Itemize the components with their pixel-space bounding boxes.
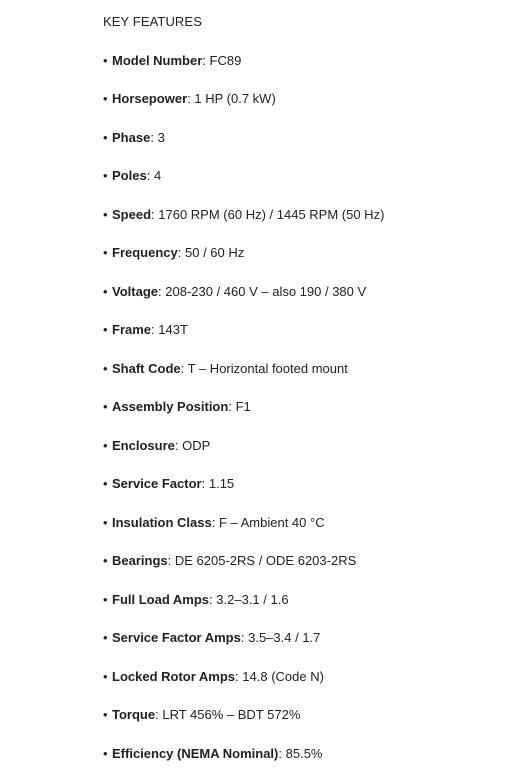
- feature-value: DE 6205-2RS / ODE 6203-2RS: [174, 553, 357, 568]
- feature-value: 3.5–3.4 / 1.7: [248, 630, 321, 645]
- bullet-icon: •: [103, 630, 108, 645]
- feature-value: 4: [153, 168, 162, 183]
- feature-separator: :: [167, 553, 172, 568]
- feature-label: Bearings: [112, 553, 168, 568]
- bullet-icon: •: [103, 399, 108, 414]
- feature-item: [103, 628, 503, 648]
- feature-item: [103, 51, 503, 71]
- feature-item: [103, 320, 503, 340]
- feature-value: ODP: [182, 437, 211, 453]
- feature-item: [103, 166, 503, 186]
- feature-label: Service Factor: [112, 476, 202, 491]
- feature-value: F – Ambient 40 °C: [218, 514, 325, 530]
- feature-label: Torque: [112, 707, 156, 722]
- feature-separator: :: [155, 707, 159, 722]
- section-heading: KEY FEATURES: [103, 14, 202, 29]
- feature-value: 14.8 (Code N): [242, 668, 324, 684]
- feature-label: Efficiency (NEMA Nominal): [112, 745, 279, 761]
- feature-item: [103, 89, 503, 109]
- feature-item: [103, 205, 503, 225]
- bullet-icon: •: [103, 245, 108, 260]
- feature-label: Shaft Code: [112, 360, 181, 376]
- feature-label: Assembly Position: [112, 399, 229, 414]
- feature-separator: :: [240, 630, 245, 645]
- feature-item: [103, 397, 503, 417]
- feature-value: LRT 456% – BDT 572%: [162, 707, 301, 722]
- feature-value: 50 / 60 Hz: [185, 245, 245, 260]
- feature-separator: :: [202, 52, 206, 68]
- feature-label: Full Load Amps: [112, 591, 210, 607]
- feature-separator: :: [180, 360, 185, 376]
- bullet-icon: •: [103, 360, 108, 376]
- feature-separator: :: [278, 745, 282, 761]
- feature-value: F1: [235, 399, 251, 414]
- feature-value: 85.5%: [285, 745, 323, 761]
- feature-separator: :: [209, 591, 213, 607]
- feature-separator: :: [228, 399, 232, 414]
- feature-label: Speed: [112, 206, 152, 222]
- feature-item: [103, 436, 503, 456]
- feature-label: Poles: [112, 168, 147, 183]
- feature-label: Frequency: [112, 245, 178, 260]
- feature-label: Horsepower: [112, 91, 188, 106]
- feature-item: [103, 590, 503, 610]
- feature-item: [103, 705, 503, 725]
- feature-separator: :: [211, 514, 216, 530]
- key-features-section: [103, 12, 503, 782]
- bullet-icon: •: [103, 745, 108, 761]
- feature-label: Locked Rotor Amps: [112, 668, 236, 684]
- bullet-icon: •: [103, 168, 108, 183]
- bullet-icon: •: [103, 707, 108, 722]
- feature-separator: :: [146, 168, 151, 183]
- feature-item: [103, 744, 503, 764]
- feature-item: [103, 513, 503, 533]
- feature-label: Service Factor Amps: [112, 630, 241, 645]
- feature-item: [103, 551, 503, 571]
- bullet-icon: •: [103, 52, 108, 68]
- feature-item: [103, 359, 503, 379]
- bullet-icon: •: [103, 129, 108, 145]
- feature-list: [103, 51, 503, 764]
- bullet-icon: •: [103, 283, 108, 299]
- bullet-icon: •: [103, 591, 108, 607]
- feature-label: Frame: [112, 322, 152, 337]
- feature-separator: :: [151, 322, 155, 337]
- feature-item: [103, 474, 503, 494]
- feature-separator: :: [201, 476, 206, 491]
- feature-value: 208-230 / 460 V – also 190 / 380 V: [165, 283, 367, 299]
- feature-item: [103, 128, 503, 148]
- bullet-icon: •: [103, 91, 108, 106]
- bullet-icon: •: [103, 206, 108, 222]
- feature-label: Insulation Class: [112, 514, 212, 530]
- feature-label: Model Number: [112, 52, 203, 68]
- feature-label: Phase: [112, 129, 151, 145]
- feature-value: T – Horizontal footed mount: [187, 360, 348, 376]
- feature-separator: :: [158, 283, 162, 299]
- feature-value: 3: [157, 129, 165, 145]
- bullet-icon: •: [103, 668, 108, 684]
- feature-item: [103, 282, 503, 302]
- feature-value: FC89: [209, 52, 242, 68]
- feature-separator: :: [150, 129, 154, 145]
- bullet-icon: •: [103, 437, 108, 453]
- feature-separator: :: [174, 437, 179, 453]
- feature-separator: :: [187, 91, 191, 106]
- bullet-icon: •: [103, 476, 108, 491]
- feature-item: [103, 667, 503, 687]
- feature-value: 143T: [158, 322, 188, 337]
- feature-item: [103, 243, 503, 263]
- feature-value: 1.15: [208, 476, 235, 491]
- feature-separator: :: [177, 245, 182, 260]
- feature-label: Voltage: [112, 283, 158, 299]
- bullet-icon: •: [103, 514, 108, 530]
- feature-value: 3.2–3.1 / 1.6: [216, 591, 289, 607]
- feature-separator: :: [151, 206, 155, 222]
- feature-value: 1 HP (0.7 kW): [194, 91, 276, 106]
- bullet-icon: •: [103, 322, 108, 337]
- feature-value: 1760 RPM (60 Hz) / 1445 RPM (50 Hz): [158, 206, 385, 222]
- feature-label: Enclosure: [112, 437, 175, 453]
- bullet-icon: •: [103, 553, 108, 568]
- feature-separator: :: [235, 668, 239, 684]
